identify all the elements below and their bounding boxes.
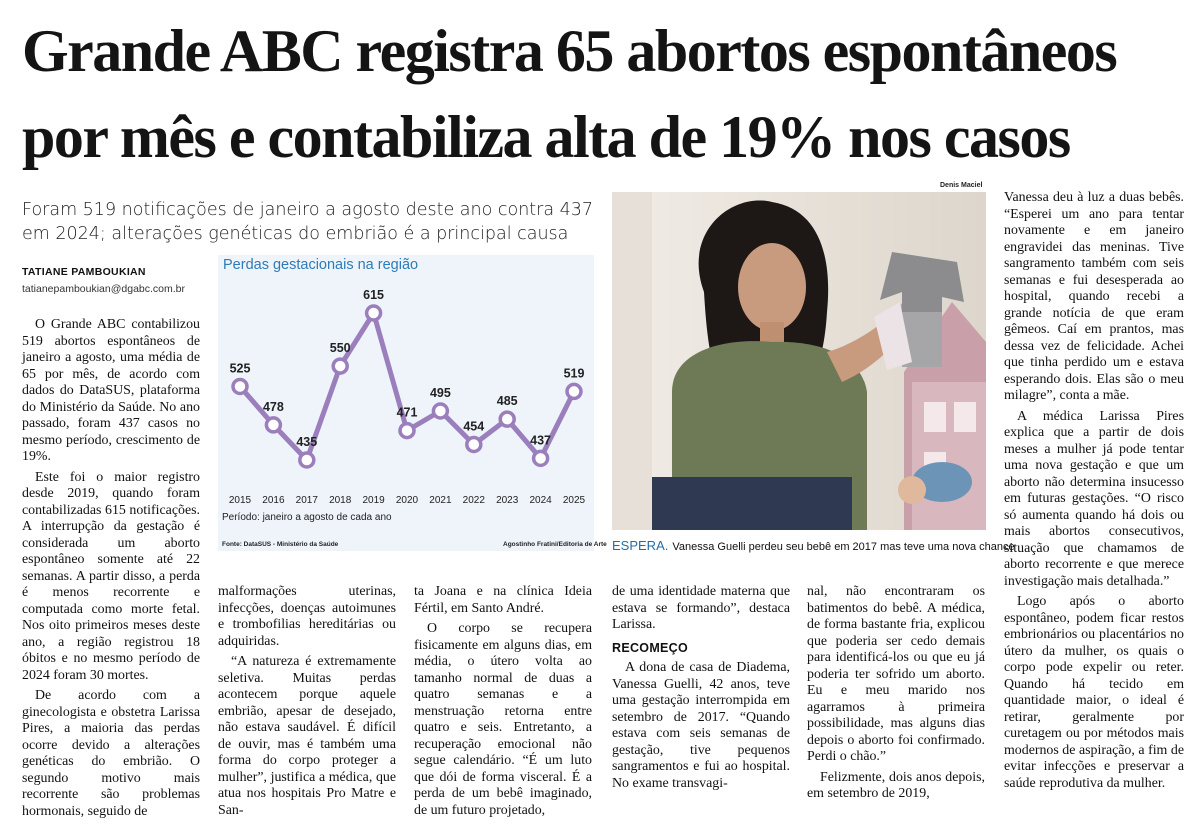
body-column-6 [1004, 190, 1184, 796]
paragraph: malformações uterinas, infecções, doenças autoimunes e trombofilias hereditárias ou adquiridas. [218, 584, 396, 649]
body-column-4 [612, 584, 790, 796]
paragraph: Felizmente, dois anos depois, em setembro de 2019, [807, 769, 985, 801]
headline-line-1: Grande ABC registra 65 abortos espontâneos [22, 18, 1117, 84]
data-label: 478 [262, 399, 284, 414]
paragraph: nal, não encontraram os batimentos do bebê. A médica, de forma bastante fria, explicou que poderia ser cedo demais para identificá-los ou que eu já poderia ter sofrido um aborto. Eu e meu marido nos agarramos à primeira possibilidade, mas alguns dias depois o aborto foi confirmado. Perdi o chão.” [807, 584, 985, 764]
data-label: 525 [229, 361, 251, 376]
chart-period-note: Período: janeiro a agosto de cada ano [222, 512, 392, 523]
x-tick-label: 2020 [395, 495, 419, 506]
x-tick-label: 2019 [362, 495, 385, 506]
caption-lead: ESPERA. [612, 538, 669, 553]
data-label: 550 [329, 341, 351, 356]
paragraph: A médica Larissa Pires explica que a partir de dois meses a mulher já pode tentar uma nova gestação e que um aborto não determina insucesso em futuras gestações. “O risco só aumenta quando há dois ou mais abortos consecutivos, situação que chamamos de aborto recorrente e que merece investigação mais detalhada.” [1004, 408, 1184, 589]
data-point [534, 451, 548, 465]
data-label: 435 [296, 435, 318, 449]
photo-illustration [612, 192, 986, 530]
x-tick-label: 2024 [529, 495, 552, 506]
data-point [233, 380, 247, 394]
author-email[interactable]: tatianepamboukian@dgabc.com.br [22, 283, 186, 295]
chart-title: Perdas gestacionais na região [223, 257, 419, 273]
headline [22, 8, 1192, 180]
article-photo [612, 192, 986, 530]
photo-credit: Denis Maciel [940, 182, 983, 189]
data-point [433, 404, 447, 418]
data-point [567, 384, 581, 398]
data-label: 615 [363, 288, 385, 302]
subhead: Foram 519 notificações de janeiro a agosto deste ano contra 437 em 2024; alterações genéticas do embrião é a principal causa [22, 200, 594, 244]
data-point [500, 412, 514, 426]
losses-line-chart [218, 255, 594, 551]
chart-credit: Agostinho Fratini/Editoria de Arte [503, 541, 607, 548]
caption-text: Vanessa Guelli perdeu seu bebê em 2017 mas teve uma nova chance [672, 541, 1015, 553]
data-point [467, 437, 481, 451]
x-tick-label: 2021 [429, 495, 452, 506]
data-label: 519 [563, 366, 585, 381]
data-label: 454 [463, 419, 485, 434]
data-point [266, 418, 280, 432]
body-column-1 [22, 317, 200, 824]
paragraph: O corpo se recupera fisicamente em alguns dias, em média, o útero volta ao tamanho normal de duas a quatro semanas e a menstruação retorna entre quatro e seis. Entretanto, a recuperação emocional não segue calendário. “É um luto que dói de forma visceral. É a perda de um bebê imaginado, de um futuro projetado, [414, 621, 592, 818]
data-label: 495 [429, 386, 451, 400]
data-point [333, 359, 347, 373]
data-label: 437 [530, 433, 552, 448]
paragraph: ta Joana e na clínica Ideia Fértil, em Santo André. [414, 584, 592, 616]
x-tick-label: 2015 [228, 495, 252, 506]
paragraph: A dona de casa de Diadema, Vanessa Guelli, 42 anos, teve uma gestação interrompida em setembro de 2017. “Quando estava com seis semanas de gestação, tive pequenos sangramentos e fui ao hospital. No exame transvagi- [612, 660, 790, 791]
paragraph: Logo após o aborto espontâneo, podem ficar restos embrionários ou placentários no útero da mulher, os quais o corpo pode expelir ou reter. Quando há tecido em quantidade maior, o ideal é retirar, geralmente por curetagem ou por métodos mais modernos de aspiração, a fim de evitar infecções e preservar a saúde reprodutiva da mulher. [1004, 594, 1184, 791]
x-tick-label: 2017 [295, 495, 318, 506]
photo-caption [612, 538, 1015, 553]
x-tick-label: 2022 [462, 495, 485, 506]
data-point [367, 306, 381, 320]
paragraph: de uma identidade materna que estava se formando”, destaca Larissa. [612, 584, 790, 632]
body-column-5 [807, 584, 985, 807]
data-label: 471 [396, 405, 418, 420]
x-tick-label: 2023 [496, 495, 519, 506]
paragraph: Este foi o maior registro desde 2019, quando foram contabilizadas 615 notificações. A interrupção da gestação é considerada um aborto espontâneo somente até 22 semanas. A partir disso, a perda é menos recorrente e computada como morte fetal. Nos oito primeiros meses deste ano, a região registrou 18 óbitos e no mesmo período de 2024 foram 30 mortes. [22, 469, 200, 683]
data-point [300, 453, 314, 467]
author-name: TATIANE PAMBOUKIAN [22, 266, 146, 278]
x-tick-label: 2016 [262, 495, 285, 506]
data-label: 485 [496, 394, 518, 409]
chart-source: Fonte: DataSUS - Ministério da Saúde [222, 541, 339, 548]
paragraph: “A natureza é extremamente seletiva. Muitas perdas acontecem porque aquele embrião, apesar de desejado, não estava saudável. É difícil de ouvir, mas é também uma forma do corpo proteger a mulher”, justifica a médica, que atua nos hospitais Pro Matre e San- [218, 654, 396, 818]
body-column-3 [414, 584, 592, 823]
x-tick-label: 2018 [329, 495, 352, 506]
data-point [400, 424, 414, 438]
paragraph: Vanessa deu à luz a duas bebês. “Esperei um ano para tentar novamente e em janeiro engravidei das meninas. Tive sangramento também com seis semanas e fui desesperada ao hospital, quando recebi a grande notícia de que eram gêmeos. Caí em prantos, mas dessa vez de felicidade. Achei que tinha perdido um e estava esperando dois. Elas são o meu milagre”, conta a mãe. [1004, 190, 1184, 403]
x-tick-label: 2025 [562, 495, 586, 506]
paragraph: O Grande ABC contabilizou 519 abortos espontâneos de janeiro a agosto, uma média de 65 por mês, de acordo com dados do DataSUS, plataforma do Ministério da Saúde. No ano passado, foram 437 casos no mesmo período, crescimento de 19%. [22, 317, 200, 464]
body-column-2 [218, 584, 396, 823]
paragraph: De acordo com a ginecologista e obstetra Larissa Pires, a maioria das perdas ocorre devido a alterações genéticas do embrião. O segundo motivo mais recorrente são problemas hormonais, seguido de [22, 688, 200, 819]
headline-line-2: por mês e contabiliza alta de 19% nos casos [22, 104, 1070, 170]
section-heading: RECOMEÇO [612, 640, 689, 655]
